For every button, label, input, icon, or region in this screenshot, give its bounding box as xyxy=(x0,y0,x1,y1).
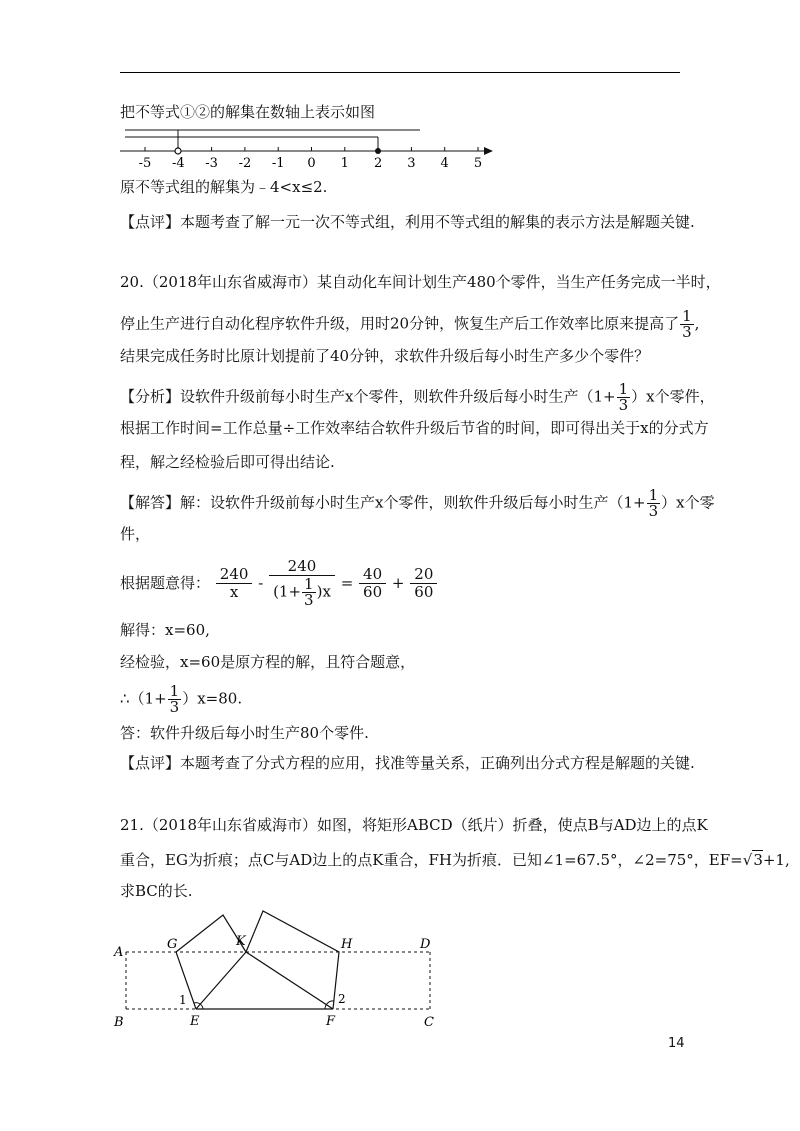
label-D: D xyxy=(420,937,431,952)
q20-answer-line2: 件， xyxy=(120,525,151,543)
axis-tick-label: -4 xyxy=(171,156,185,170)
q20-check: 经检验，x=60是原方程的解，且符合题意， xyxy=(120,653,416,671)
axis-tick-label: 4 xyxy=(440,156,449,170)
sqrt-symbol: √ xyxy=(742,851,753,869)
q20-answer-line1: 【解答】解：设软件升级前每小时生产x个零件，则软件升级后每小时生产（1+ $\frac{1}{3}$ ）x个零 xyxy=(120,486,715,520)
eq-term1: $\frac{240}{x}$ xyxy=(216,566,253,601)
q21-line3: 求BC的长. xyxy=(120,882,193,900)
eq-term4: $\frac{20}{60}$ xyxy=(410,566,437,601)
q20-comment: 【点评】本题考查了分式方程的应用，找准等量关系，正确列出分式方程是解题的关键. xyxy=(120,754,695,772)
p19-intro: 把不等式①②的解集在数轴上表示如图 xyxy=(120,103,376,121)
label-B: B xyxy=(114,1015,124,1030)
fraction-one-third: $\frac{1}{3}$ xyxy=(648,486,659,520)
fraction-one-third: $\frac{1}{3}$ xyxy=(618,380,629,414)
q20-reply: 答：软件升级后每小时生产80个零件. xyxy=(120,724,369,742)
segment-KF xyxy=(246,952,333,1009)
q21-line2: 重合，EG为折痕；点C与AD边上的点K重合，FH为折痕．已知∠1=67.5°，∠2=75°，EF=√3+1, xyxy=(120,851,790,869)
axis-tick-label: -5 xyxy=(138,156,152,170)
eq-term3: $\frac{40}{60}$ xyxy=(359,566,386,601)
q20-line3: 结果完成任务时比原计划提前了40分钟，求软件升级后每小时生产多少个零件？ xyxy=(120,347,650,365)
label-F: F xyxy=(326,1014,336,1029)
number-line-figure xyxy=(115,124,505,170)
p19-comment: 【点评】本题考查了解一元一次不等式组，利用不等式组的解集的表示方法是解题关键. xyxy=(120,213,695,231)
p19-result: 原不等式组的解集为﹣4<x≤2. xyxy=(120,178,328,196)
q20-analysis-line2: 根据工作时间=工作总量÷工作效率结合软件升级后节省的时间，即可得出关于x的分式方 xyxy=(120,419,709,437)
fraction-one-third: $\frac{1}{3}$ xyxy=(169,682,180,716)
label-E: E xyxy=(190,1014,200,1029)
rectangle-fold-diagram xyxy=(112,902,452,1032)
label-C: C xyxy=(424,1015,434,1030)
label-angle-1: 1 xyxy=(179,993,187,1007)
axis-tick-label: 2 xyxy=(373,156,383,170)
axis-tick-label: 1 xyxy=(340,156,349,170)
open-point xyxy=(175,148,181,154)
axis-tick-label: -3 xyxy=(205,156,218,170)
label-A: A xyxy=(114,945,124,960)
closed-point xyxy=(375,148,381,154)
label-angle-2: 2 xyxy=(338,992,346,1006)
q21-line1: 21.（2018年山东省威海市）如图，将矩形ABCD（纸片）折叠，使点B与AD边上的点K xyxy=(120,816,708,834)
label-G: G xyxy=(167,937,178,952)
q20-analysis-line3: 程，解之经检验后即可得出结论. xyxy=(120,453,335,471)
page-number: 14 xyxy=(668,1036,685,1051)
q20-equation: 根据题意得： $\frac{240}{x}$ - 240 (1+ $\frac{1}{3}$ )x = $\frac{40}{60}$ + $\frac{20}{60}$ xyxy=(120,558,438,609)
q20-line2-text: 停止生产进行自动化程序软件升级，用时20分钟，恢复生产后工作效率比原来提高了 xyxy=(120,314,680,333)
axis-tick-label: 5 xyxy=(473,156,483,170)
segment-KE xyxy=(196,952,246,1009)
q20-analysis-line1: 【分析】设软件升级前每小时生产x个零件，则软件升级后每小时生产（1+ $\frac{1}{3}$ ）x个零件， xyxy=(120,380,715,414)
q20-therefore: ∴（1+ $\frac{1}{3}$ ）x=80. xyxy=(120,682,243,716)
axis-tick-label: -1 xyxy=(271,156,285,170)
eq-term2: 240 (1+ $\frac{1}{3}$ )x xyxy=(269,558,335,609)
axis-tick-label: 0 xyxy=(307,156,316,170)
right-flap xyxy=(246,911,339,1009)
q20-line1: 20.（2018年山东省威海市）某自动化车间计划生产480个零件，当生产任务完成一半时， xyxy=(120,273,721,291)
q20-solve: 解得：x=60, xyxy=(120,621,210,639)
axis-tick-label: -2 xyxy=(238,156,252,170)
label-K: K xyxy=(236,934,246,949)
axis-arrow xyxy=(484,147,493,155)
header-rule xyxy=(120,72,680,73)
fraction-one-third: $\frac{1}{3}$ xyxy=(682,307,692,341)
q20-line2: 停止生产进行自动化程序软件升级，用时20分钟，恢复生产后工作效率比原来提高了 $\frac{1}{3}$ , xyxy=(120,307,700,341)
label-H: H xyxy=(341,937,353,952)
axis-tick-label: 3 xyxy=(407,156,416,170)
